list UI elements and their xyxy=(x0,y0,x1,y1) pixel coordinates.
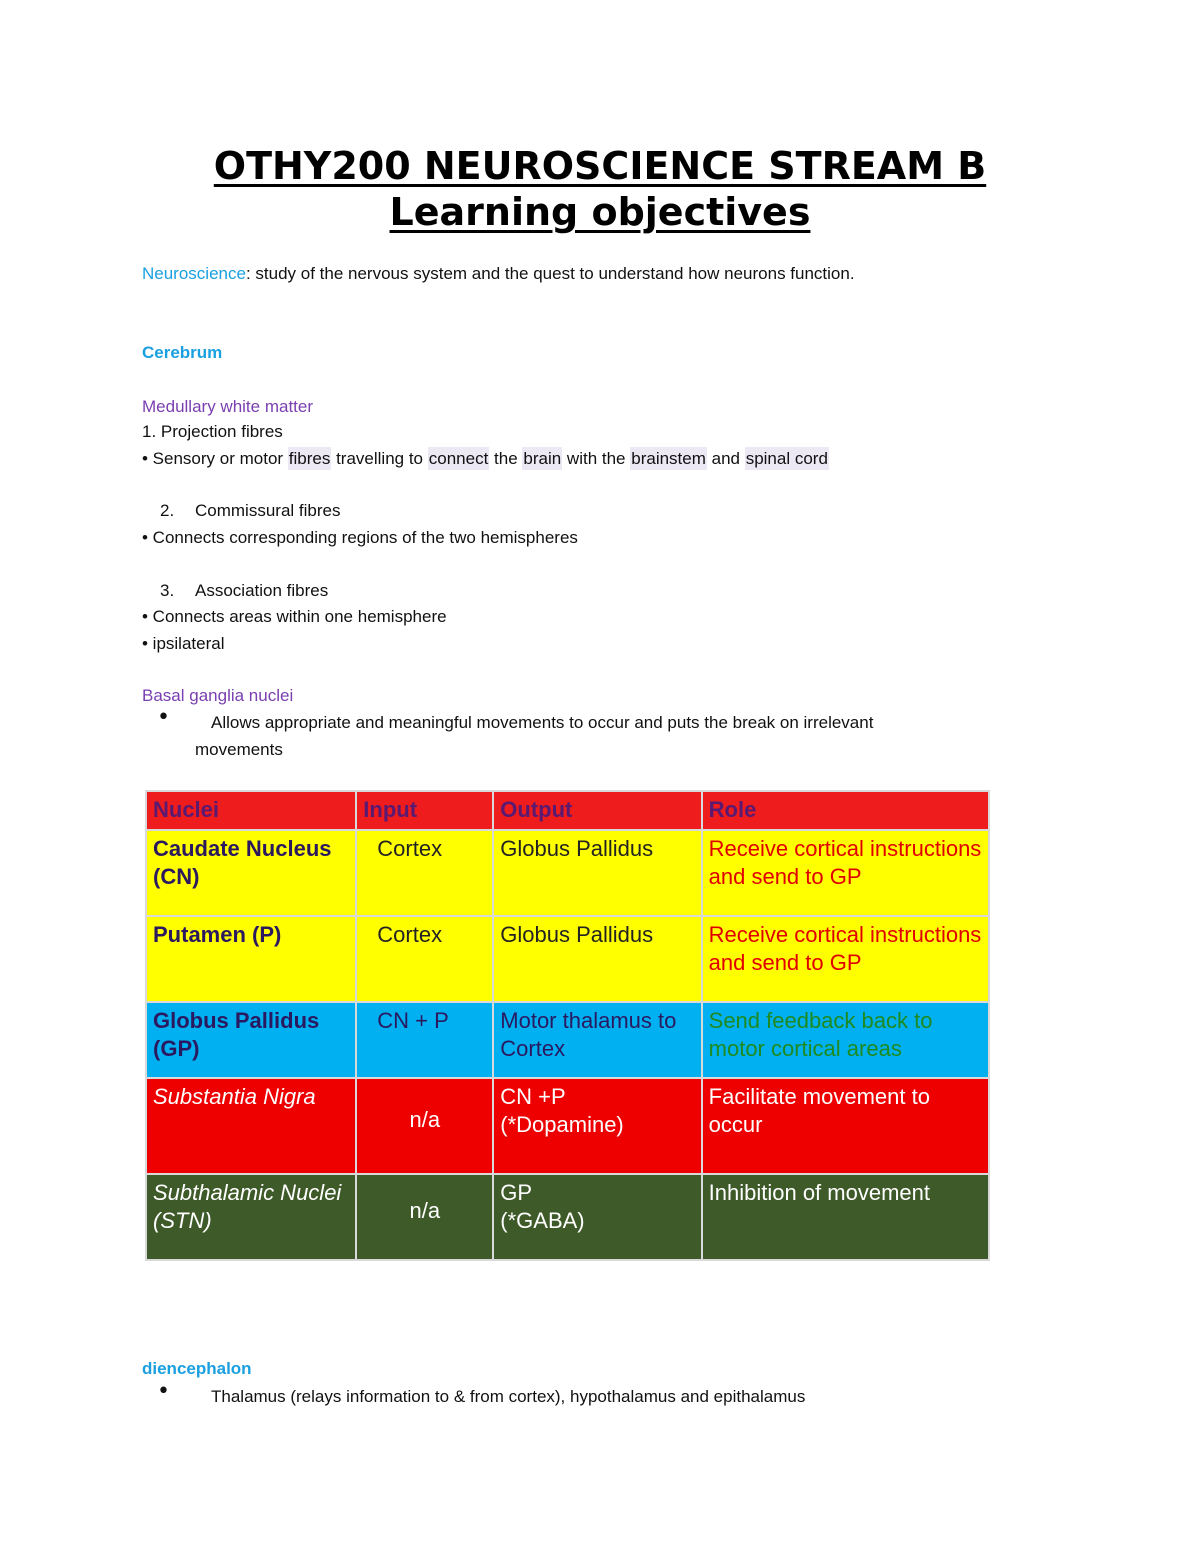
association-fibres-item: Association fibres xyxy=(195,581,329,600)
cell-role: Receive cortical instructions and send to GP xyxy=(702,830,989,916)
table-row xyxy=(146,1002,989,1078)
highlighted-word: spinal cord xyxy=(745,449,828,468)
text-part: • Sensory or motor xyxy=(142,449,288,468)
cell-role: Send feedback back to motor cortical areas xyxy=(702,1002,989,1078)
table-row xyxy=(146,916,989,1002)
association-number: 3. xyxy=(160,581,175,600)
cerebrum-heading: Cerebrum xyxy=(142,343,223,362)
intro-colon: : xyxy=(245,264,251,283)
diencephalon-heading: diencephalon xyxy=(142,1359,252,1378)
cell-nuclei: Subthalamic Nuclei (STN) xyxy=(146,1174,356,1260)
projection-fibres-bullet xyxy=(142,450,829,467)
header-input: Input xyxy=(356,791,493,830)
document-title-line2: Learning objectives xyxy=(389,190,811,234)
basal-ganglia-bullet-line1: Allows appropriate and meaningful movements to occur and puts the break on irrelevant xyxy=(211,713,874,732)
highlighted-word: fibres xyxy=(288,449,331,468)
association-bullet-2: • ipsilateral xyxy=(142,634,225,653)
basal-ganglia-heading: Basal ganglia nuclei xyxy=(142,686,294,705)
highlighted-word: brain xyxy=(523,449,562,468)
output-line1: CN +P xyxy=(500,1083,566,1109)
cell-input: n/a xyxy=(356,1174,493,1260)
cell-input: CN + P xyxy=(356,1002,493,1078)
intro-paragraph xyxy=(142,265,855,282)
bullet-icon: • xyxy=(157,705,170,730)
cell-output: Globus Pallidus xyxy=(493,916,701,1002)
cell-output: Globus Pallidus xyxy=(493,830,701,916)
cell-nuclei: Putamen (P) xyxy=(146,916,356,1002)
association-bullet-1: • Connects areas within one hemisphere xyxy=(142,607,447,626)
output-line2: (*Dopamine) xyxy=(500,1112,624,1138)
cell-input: Cortex xyxy=(356,916,493,1002)
output-line1: GP xyxy=(500,1179,533,1205)
table-row xyxy=(146,1174,989,1260)
text-part: the xyxy=(489,449,523,468)
diencephalon-bullet: Thalamus (relays information to & from cortex), hypothalamus and epithalamus xyxy=(211,1387,806,1406)
table-row xyxy=(146,830,989,916)
intro-term: Neuroscience xyxy=(142,264,246,283)
highlighted-word: connect xyxy=(428,449,489,468)
commissural-bullet: • Connects corresponding regions of the two hemispheres xyxy=(142,528,578,547)
commissural-fibres-item: Commissural fibres xyxy=(195,501,341,520)
cell-nuclei: Caudate Nucleus (CN) xyxy=(146,830,356,916)
cell-input: Cortex xyxy=(356,830,493,916)
highlighted-word: brainstem xyxy=(631,449,706,468)
cell-output: Motor thalamus to Cortex xyxy=(493,1002,701,1078)
header-role: Role xyxy=(702,791,989,830)
output-line2: (*GABA) xyxy=(500,1208,585,1234)
cell-role: Receive cortical instructions and send to GP xyxy=(702,916,989,1002)
cell-output xyxy=(493,1174,701,1260)
header-nuclei: Nuclei xyxy=(146,791,356,830)
text-part: travelling to xyxy=(331,449,428,468)
text-part: with the xyxy=(562,449,631,468)
basal-ganglia-bullet-line2: movements xyxy=(195,740,283,759)
cell-input: n/a xyxy=(356,1078,493,1174)
document-title-line1: OTHY200 NEUROSCIENCE STREAM B xyxy=(213,144,987,188)
cell-role: Inhibition of movement xyxy=(702,1174,989,1260)
projection-fibres-item: 1. Projection fibres xyxy=(142,422,283,441)
cell-nuclei: Globus Pallidus (GP) xyxy=(146,1002,356,1078)
cell-output xyxy=(493,1078,701,1174)
table-header-row xyxy=(146,791,989,830)
cell-nuclei: Substantia Nigra xyxy=(146,1078,356,1174)
intro-definition: study of the nervous system and the quest to understand how neurons function. xyxy=(250,264,855,283)
header-output: Output xyxy=(493,791,701,830)
table-row xyxy=(146,1078,989,1174)
text-part: and xyxy=(706,449,745,468)
white-matter-heading: Medullary white matter xyxy=(142,397,314,416)
commissural-number: 2. xyxy=(160,501,175,520)
cell-role: Facilitate movement to occur xyxy=(702,1078,989,1174)
basal-ganglia-table xyxy=(145,790,990,1261)
bullet-icon: • xyxy=(157,1379,170,1404)
